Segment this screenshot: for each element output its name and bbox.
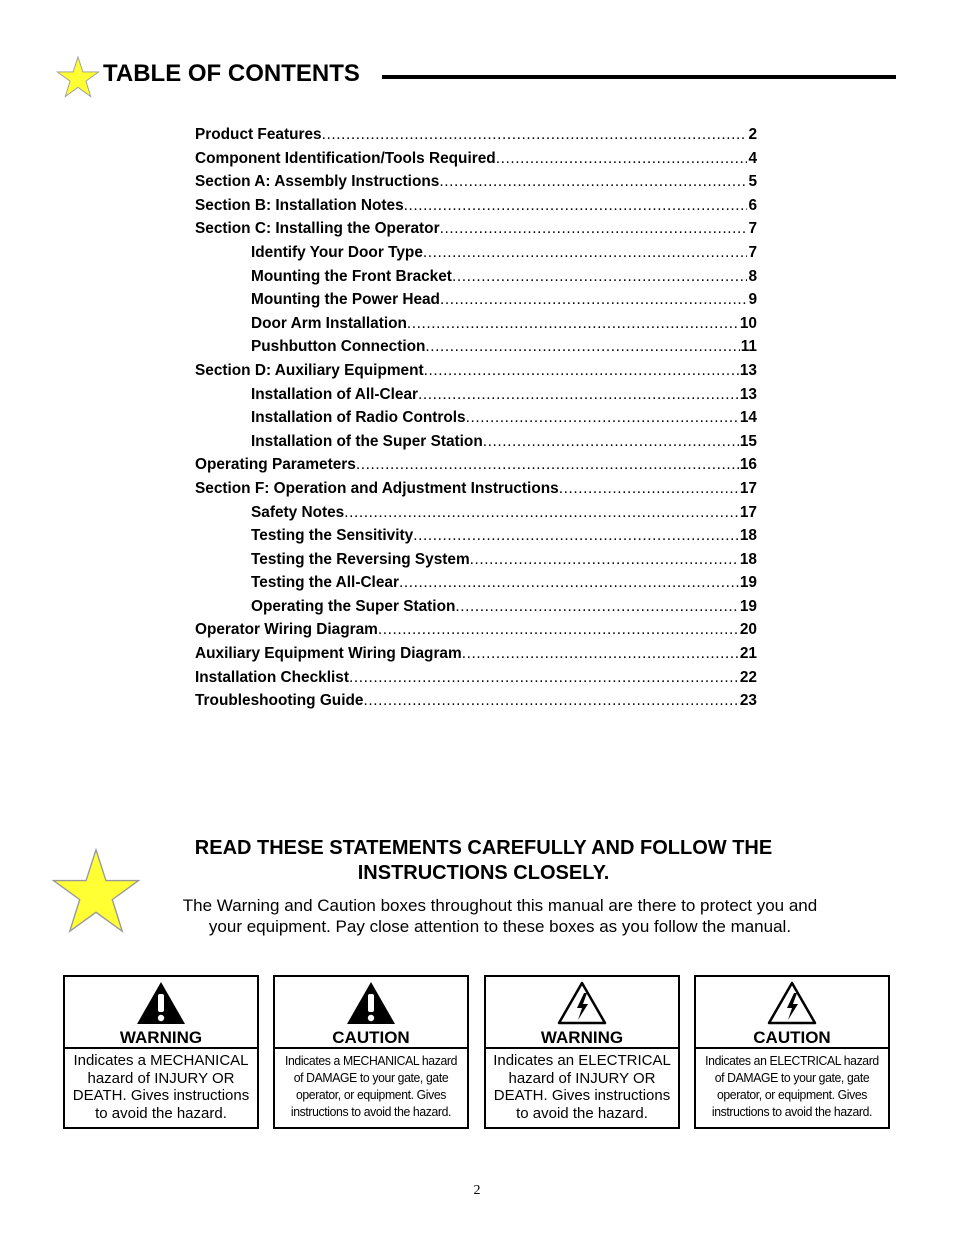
toc-entry-page: 8 [748, 267, 757, 285]
toc-entry-label: Door Arm Installation [251, 314, 407, 332]
toc-entry-page: 7 [748, 243, 757, 261]
box-title: CAUTION [753, 1028, 831, 1047]
box-text-line: to avoid the hazard. [516, 1104, 648, 1122]
toc-entry-label: Installation of Radio Controls [251, 409, 466, 427]
toc-leader-dots [399, 574, 739, 592]
toc-entry-label: Testing the All-Clear [251, 574, 399, 592]
toc-entry-page: 11 [740, 338, 757, 356]
toc-entry-page: 7 [748, 220, 757, 238]
box-title: CAUTION [332, 1028, 410, 1047]
box-text [281, 1049, 461, 1120]
toc-entry-label: Section D: Auxiliary Equipment [195, 361, 424, 379]
electrical-hazard-icon [556, 980, 608, 1026]
toc-leader-dots [439, 173, 747, 191]
toc-entry-page: 13 [739, 385, 757, 403]
toc-entry [195, 598, 757, 622]
warning-box-mechanical [63, 975, 259, 1129]
toc-entry-label: Product Features [195, 126, 322, 143]
star-icon [56, 56, 100, 98]
toc-entry [195, 692, 757, 716]
toc-entry-label: Operator Wiring Diagram [195, 621, 378, 639]
toc-entry [195, 480, 757, 504]
toc-entry [195, 574, 757, 598]
toc-leader-dots [452, 268, 748, 286]
toc-entry [195, 173, 757, 197]
box-text-line: instructions to avoid the hazard. [290, 1104, 452, 1119]
toc-entry-page: 16 [739, 456, 757, 474]
toc-entry-page: 18 [739, 527, 757, 545]
toc-entry-page: 19 [739, 574, 757, 592]
toc-entry-page: 4 [748, 149, 757, 167]
toc-entry-page: 6 [748, 196, 757, 214]
toc-entry [195, 433, 757, 457]
toc-leader-dots [440, 291, 747, 309]
toc-entry [195, 338, 757, 362]
box-text-line: to avoid the hazard. [95, 1104, 227, 1122]
box-text-line: Indicates an ELECTRICAL hazard [705, 1053, 879, 1068]
toc-leader-dots [356, 456, 739, 474]
toc-entry [195, 386, 757, 410]
box-text-line: hazard of INJURY OR [508, 1069, 656, 1087]
toc-entry-label: Mounting the Front Bracket [251, 267, 452, 285]
caution-box-electrical [694, 975, 890, 1129]
toc-leader-dots [466, 409, 739, 427]
toc-leader-dots [344, 504, 739, 522]
toc-entry-page: 17 [739, 479, 757, 497]
toc-entry-label: Installation of All-Clear [251, 385, 419, 403]
box-text [702, 1049, 882, 1120]
toc-entry [195, 645, 757, 669]
toc-entry-page: 17 [739, 503, 757, 521]
toc-entry-label: Operating the Super Station [251, 597, 456, 615]
toc-entry-label: Testing the Sensitivity [251, 527, 414, 545]
toc-leader-dots [349, 669, 739, 687]
box-header [275, 977, 467, 1049]
box-header [486, 977, 678, 1049]
toc-leader-dots [496, 150, 748, 168]
toc-entry [195, 150, 757, 174]
box-text-line: Indicates a MECHANICAL [73, 1052, 249, 1069]
title-rule [382, 75, 896, 79]
toc-entry-page: 22 [739, 668, 757, 686]
box-text-line: of DAMAGE to your gate, gate [293, 1070, 449, 1085]
box-text-line: operator, or equipment. Gives [295, 1087, 447, 1102]
toc-leader-dots [424, 362, 739, 380]
toc-leader-dots [407, 315, 739, 333]
toc-entry-label: Mounting the Power Head [251, 291, 440, 309]
toc-leader-dots [413, 527, 739, 545]
toc-entry-label: Section F: Operation and Adjustment Instructions [195, 479, 559, 497]
toc-leader-dots [378, 621, 739, 639]
toc-entry [195, 551, 757, 575]
toc-entry-page: 5 [748, 173, 757, 191]
box-text-line: DEATH. Gives instructions [72, 1087, 250, 1105]
toc-entry [195, 362, 757, 386]
toc-entry-label: Section C: Installing the Operator [195, 220, 440, 238]
toc-entry [195, 220, 757, 244]
toc-entry-label: Installation Checklist [195, 668, 349, 686]
box-title: WARNING [119, 1028, 203, 1047]
toc-leader-dots [363, 692, 738, 710]
toc-entry-label: Section B: Installation Notes [195, 196, 404, 214]
toc-entry-page: 2 [748, 126, 757, 143]
toc-entry-page: 21 [739, 645, 757, 663]
toc-leader-dots [470, 551, 739, 569]
toc-entry-label: Testing the Reversing System [251, 550, 470, 568]
toc-entry [195, 669, 757, 693]
toc-entry-page: 10 [739, 314, 757, 332]
toc-entry-page: 15 [739, 432, 757, 450]
box-title: WARNING [540, 1028, 624, 1047]
toc-entry [195, 527, 757, 551]
star-icon [50, 848, 142, 934]
notice-body-line: The Warning and Caution boxes throughout this manual are there to protect you and [182, 896, 818, 915]
toc-entry-page: 18 [739, 550, 757, 568]
toc-entry-page: 23 [739, 692, 757, 710]
toc-entry-page: 14 [739, 409, 757, 427]
toc-entry-page: 9 [748, 291, 757, 309]
toc-leader-dots [322, 126, 748, 144]
toc-entry [195, 504, 757, 528]
toc-entry [195, 315, 757, 339]
toc-entry-label: Troubleshooting Guide [195, 692, 364, 710]
box-text [486, 1049, 678, 1122]
toc-entry-label: Component Identification/Tools Required [195, 149, 496, 167]
toc-entry-label: Installation of the Super Station [251, 432, 483, 450]
toc-leader-dots [455, 598, 739, 616]
notice-heading-line: INSTRUCTIONS CLOSELY. [357, 862, 610, 884]
toc-entry-label: Section A: Assembly Instructions [195, 173, 440, 191]
notice-heading [150, 836, 817, 886]
exclamation-warning-icon [135, 980, 187, 1026]
toc-entry-label: Identify Your Door Type [251, 243, 423, 261]
electrical-hazard-icon [766, 980, 818, 1026]
table-of-contents [195, 126, 757, 716]
toc-entry-page: 13 [739, 361, 757, 379]
toc-leader-dots [423, 244, 748, 262]
toc-entry-page: 20 [739, 621, 757, 639]
box-text-line: instructions to avoid the hazard. [711, 1104, 873, 1119]
toc-leader-dots [404, 197, 748, 215]
box-text-line: DEATH. Gives instructions [493, 1087, 671, 1105]
toc-leader-dots [483, 433, 739, 451]
toc-entry [195, 268, 757, 292]
box-text-line: hazard of INJURY OR [87, 1069, 235, 1087]
box-text-line: Indicates an ELECTRICAL [493, 1052, 671, 1069]
box-header [65, 977, 257, 1049]
box-text-line: operator, or equipment. Gives [716, 1087, 868, 1102]
toc-leader-dots [425, 338, 739, 356]
page-number: 2 [473, 1183, 481, 1198]
box-text [65, 1049, 257, 1122]
toc-entry [195, 291, 757, 315]
box-header [696, 977, 888, 1049]
box-text-line: Indicates a MECHANICAL hazard [284, 1053, 458, 1068]
caution-box-mechanical [273, 975, 469, 1129]
toc-leader-dots [440, 220, 748, 238]
toc-leader-dots [559, 480, 739, 498]
notice-body-line: your equipment. Pay close attention to these boxes as you follow the manual. [208, 917, 792, 936]
toc-entry [195, 409, 757, 433]
toc-entry-label: Safety Notes [251, 503, 345, 521]
toc-entry-page: 19 [739, 597, 757, 615]
box-text-line: of DAMAGE to your gate, gate [714, 1070, 870, 1085]
toc-entry [195, 197, 757, 221]
warning-box-electrical [484, 975, 680, 1129]
toc-leader-dots [462, 645, 739, 663]
page-title: TABLE OF CONTENTS [103, 60, 360, 87]
notice-body [130, 895, 870, 937]
toc-entry-label: Auxiliary Equipment Wiring Diagram [195, 645, 462, 663]
exclamation-warning-icon [345, 980, 397, 1026]
toc-entry [195, 456, 757, 480]
notice-heading-line: READ THESE STATEMENTS CAREFULLY AND FOLLOW THE [194, 837, 773, 859]
toc-entry-label: Pushbutton Connection [251, 338, 426, 356]
toc-entry [195, 621, 757, 645]
toc-entry [195, 126, 757, 150]
toc-entry [195, 244, 757, 268]
toc-leader-dots [418, 386, 739, 404]
toc-entry-label: Operating Parameters [195, 456, 356, 474]
